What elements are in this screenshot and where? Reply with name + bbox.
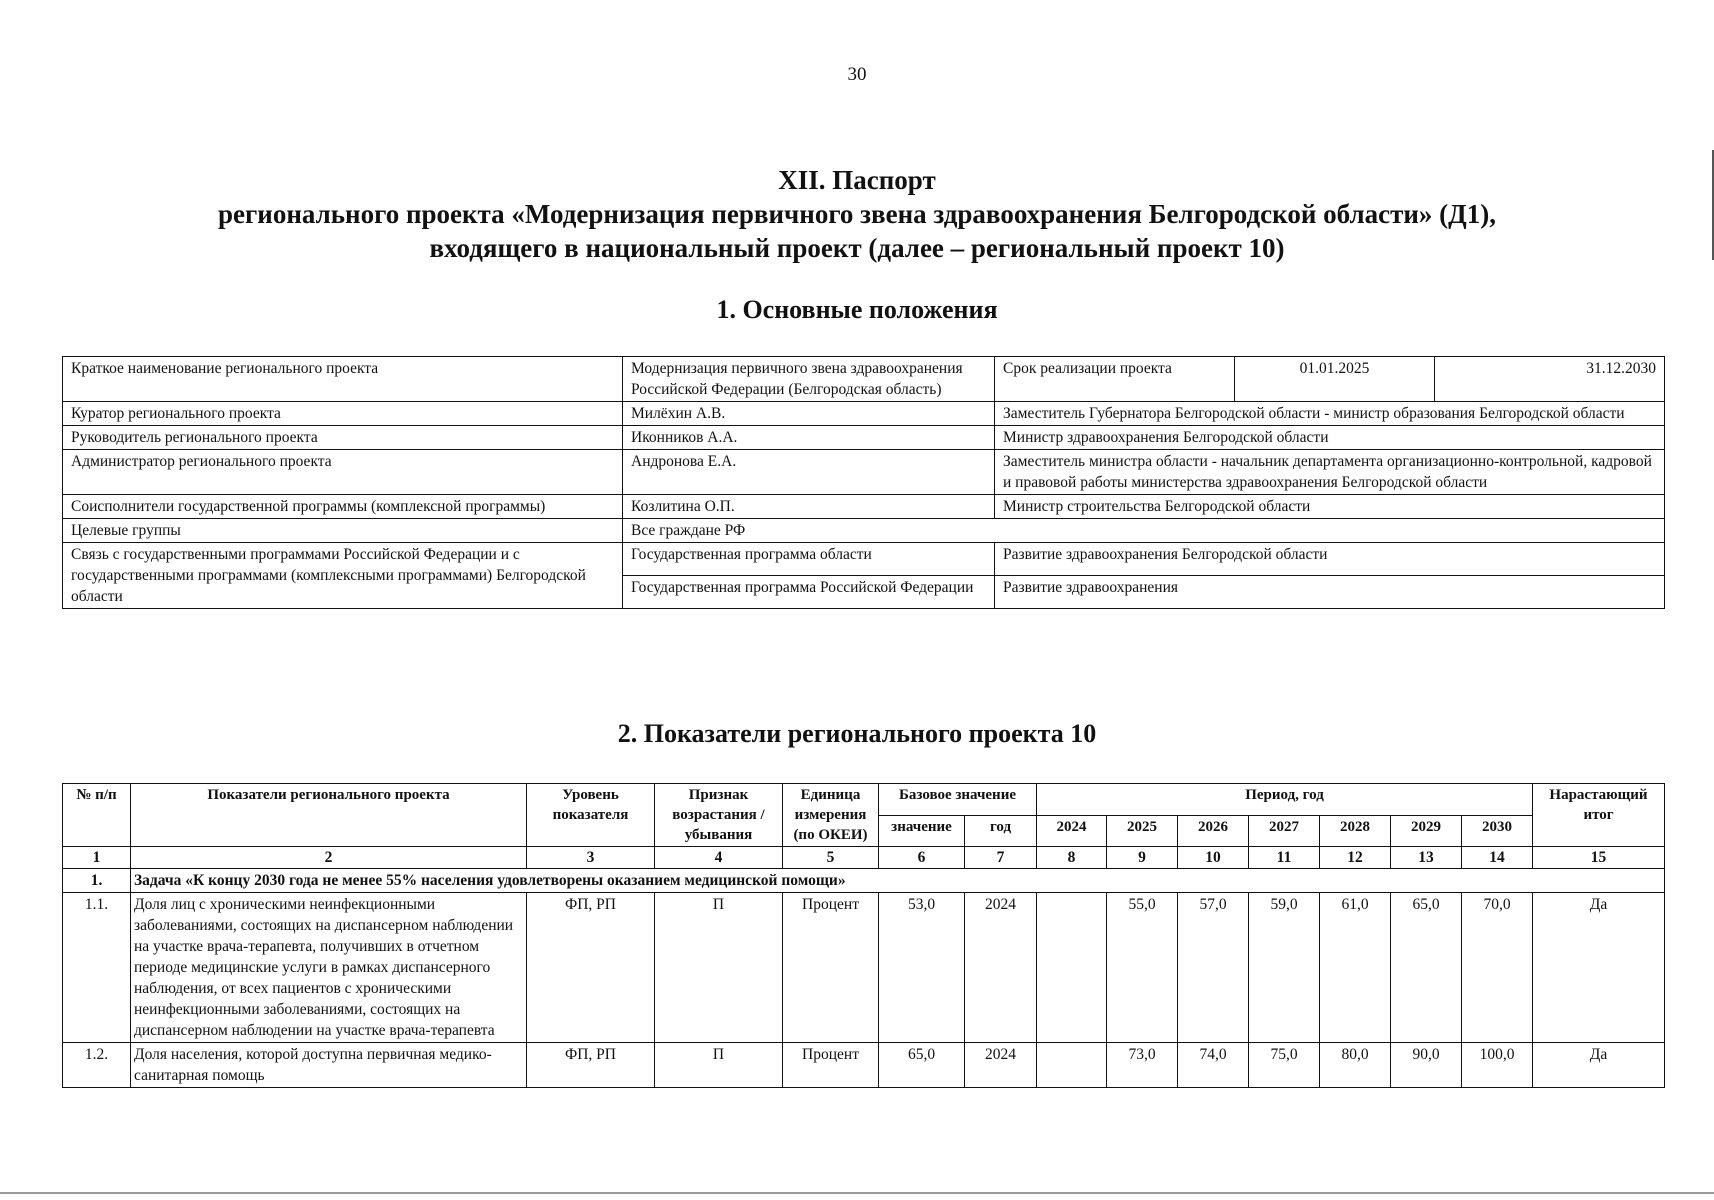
column-number: 5 <box>783 847 879 869</box>
col-year-header: 2025 <box>1107 815 1178 847</box>
col-year-header: 2029 <box>1391 815 1462 847</box>
col-base-year-header: год <box>965 815 1037 847</box>
title-line-3: входящего в национальный проект (далее – региональный проект 10) <box>429 233 1285 263</box>
section1-heading: 1. Основные положения <box>716 295 998 324</box>
table-row <box>63 450 1665 495</box>
value-2024 <box>1037 1043 1107 1088</box>
column-number: 2 <box>131 847 527 869</box>
short-name-value: Модернизация первичного звена здравоохранения Российской Федерации (Белгородская область) <box>623 357 995 402</box>
base-year: 2024 <box>965 893 1037 1043</box>
curator-label: Куратор регионального проекта <box>63 402 623 426</box>
col-sign-header: Признак возрастания / убывания <box>655 784 783 847</box>
link-label: Связь с государственными программами Российской Федерации и с государственными программами (комплексными программами) Белгородской области <box>63 543 623 609</box>
indicator-sign: П <box>655 893 783 1043</box>
column-number: 14 <box>1462 847 1533 869</box>
title-line-2: регионального проекта «Модернизация первичного звена здравоохранения Белгородской области» (Д1), <box>218 199 1496 229</box>
row-number: 1.1. <box>63 893 131 1043</box>
value-2025: 55,0 <box>1107 893 1178 1043</box>
admin-position: Заместитель министра области - начальник департамента организационно-контрольной, кадровой и правовой работы министерства здравоохранения Белгородской области <box>995 450 1665 495</box>
indicator-name: Доля лиц с хроническими неинфекционными заболеваниями, состоящих на диспансерном наблюдении на участке врача-терапевта, получивших в отчетном периоде медицинские услуги в рамках диспансерного наблюдения, от всех пациентов с хроническими неинфекционными заболеваниями, состоящих на диспансерном наблюдении на участке врача-терапевта <box>131 893 527 1043</box>
table-row <box>63 893 1665 1043</box>
col-level-header: Уровень показателя <box>527 784 655 847</box>
column-number: 7 <box>965 847 1037 869</box>
page-number: 30 <box>847 64 867 85</box>
title-line-1: XII. Паспорт <box>778 165 936 195</box>
value-2030: 70,0 <box>1462 893 1533 1043</box>
column-number: 10 <box>1178 847 1249 869</box>
task-text: Задача «К концу 2030 года не менее 55% населения удовлетворены оказанием медицинской помощи» <box>131 869 1665 893</box>
header-row <box>63 784 1665 816</box>
table-row <box>63 402 1665 426</box>
col-year-header: 2027 <box>1249 815 1320 847</box>
leader-label: Руководитель регионального проекта <box>63 426 623 450</box>
target-value: Все граждане РФ <box>623 519 1665 543</box>
column-number: 9 <box>1107 847 1178 869</box>
column-number: 15 <box>1533 847 1665 869</box>
leader-name: Иконников А.А. <box>623 426 995 450</box>
indicator-sign: П <box>655 1043 783 1088</box>
coexec-name: Козлитина О.П. <box>623 495 995 519</box>
link1-type: Государственная программа области <box>623 543 995 576</box>
col-cumulative-header: Нарастающий итог <box>1533 784 1665 847</box>
base-value: 65,0 <box>879 1043 965 1088</box>
target-label: Целевые группы <box>63 519 623 543</box>
col-year-header: 2030 <box>1462 815 1533 847</box>
col-year-header: 2028 <box>1320 815 1391 847</box>
row-number: 1.2. <box>63 1043 131 1088</box>
task-number: 1. <box>63 869 131 893</box>
link1-name: Развитие здравоохранения Белгородской области <box>995 543 1665 576</box>
column-number: 8 <box>1037 847 1107 869</box>
table-row <box>63 426 1665 450</box>
curator-position: Заместитель Губернатора Белгородской области - министр образования Белгородской области <box>995 402 1665 426</box>
col-period-header: Период, год <box>1037 784 1533 816</box>
col-year-header: 2026 <box>1178 815 1249 847</box>
column-number: 12 <box>1320 847 1391 869</box>
column-numbers-row <box>63 847 1665 869</box>
table-row <box>63 1043 1665 1088</box>
value-2028: 61,0 <box>1320 893 1391 1043</box>
indicators-table <box>62 783 1665 1088</box>
col-num-header: № п/п <box>63 784 131 847</box>
indicator-unit: Процент <box>783 1043 879 1088</box>
term-end: 31.12.2030 <box>1435 357 1665 402</box>
table-row <box>63 357 1665 402</box>
term-start: 01.01.2025 <box>1235 357 1435 402</box>
indicator-level: ФП, РП <box>527 1043 655 1088</box>
value-2029: 65,0 <box>1391 893 1462 1043</box>
col-year-header: 2024 <box>1037 815 1107 847</box>
indicator-name: Доля населения, которой доступна первичная медико-санитарная помощь <box>131 1043 527 1088</box>
table-row <box>63 519 1665 543</box>
base-year: 2024 <box>965 1043 1037 1088</box>
cumulative-total: Да <box>1533 1043 1665 1088</box>
indicator-level: ФП, РП <box>527 893 655 1043</box>
value-2027: 59,0 <box>1249 893 1320 1043</box>
column-number: 4 <box>655 847 783 869</box>
task-row <box>63 869 1665 893</box>
col-base-header: Базовое значение <box>879 784 1037 816</box>
scan-bottom-line <box>0 1192 1714 1194</box>
col-base-value-header: значение <box>879 815 965 847</box>
indicator-unit: Процент <box>783 893 879 1043</box>
term-label: Срок реализации проекта <box>995 357 1235 402</box>
curator-name: Милёхин А.В. <box>623 402 995 426</box>
value-2024 <box>1037 893 1107 1043</box>
document-title <box>0 163 1714 265</box>
main-provisions-table <box>62 356 1665 609</box>
value-2028: 80,0 <box>1320 1043 1391 1088</box>
leader-position: Министр здравоохранения Белгородской области <box>995 426 1665 450</box>
admin-label: Администратор регионального проекта <box>63 450 623 495</box>
value-2027: 75,0 <box>1249 1043 1320 1088</box>
col-indicator-header: Показатели регионального проекта <box>131 784 527 847</box>
table-row <box>63 543 1665 576</box>
link2-name: Развитие здравоохранения <box>995 576 1665 609</box>
value-2026: 57,0 <box>1178 893 1249 1043</box>
value-2026: 74,0 <box>1178 1043 1249 1088</box>
admin-name: Андронова Е.А. <box>623 450 995 495</box>
short-name-label: Краткое наименование регионального проекта <box>63 357 623 402</box>
column-number: 13 <box>1391 847 1462 869</box>
column-number: 11 <box>1249 847 1320 869</box>
coexec-label: Соисполнители государственной программы (комплексной программы) <box>63 495 623 519</box>
table-row <box>63 495 1665 519</box>
link2-type: Государственная программа Российской Федерации <box>623 576 995 609</box>
column-number: 3 <box>527 847 655 869</box>
col-unit-header: Единица измерения (по ОКЕИ) <box>783 784 879 847</box>
base-value: 53,0 <box>879 893 965 1043</box>
column-number: 6 <box>879 847 965 869</box>
value-2029: 90,0 <box>1391 1043 1462 1088</box>
cumulative-total: Да <box>1533 893 1665 1043</box>
column-number: 1 <box>63 847 131 869</box>
coexec-position: Министр строительства Белгородской области <box>995 495 1665 519</box>
value-2030: 100,0 <box>1462 1043 1533 1088</box>
section2-heading: 2. Показатели регионального проекта 10 <box>617 719 1097 748</box>
value-2025: 73,0 <box>1107 1043 1178 1088</box>
